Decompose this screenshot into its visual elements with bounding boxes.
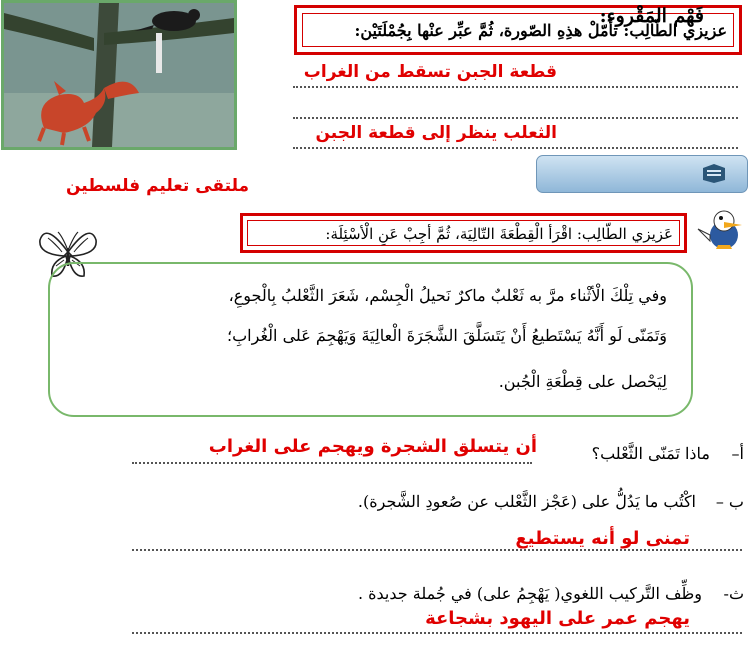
passage-line-2: وَتَمَنّى لَو أَنَّهُ يَسْتَطيعُ أَنْ يَتَسَلَّقَ الشَّجَرَةَ الْعالِيَةَ وَيَهْجِمَ عَلى الْغُرابِ؛: [227, 326, 667, 345]
duck-mascot-icon: [694, 205, 746, 257]
question-2-text: اكْتُب ما يَدُلُّ على (عَجْز الثَّعْلب عن صُعودِ الشَّجرة).: [357, 492, 696, 511]
instruction-box-2: [240, 213, 687, 253]
question-1-answer: أن يتسلق الشجرة ويهجم على الغراب: [208, 436, 537, 457]
answer-line-3: [293, 147, 738, 149]
question-2-answer: تمنى لو أنه يستطيع: [515, 528, 690, 549]
answer-1: قطعة الجبن تسقط من الغراب: [303, 62, 557, 82]
passage-line-1: وفي تِلْكَ الْأثْناء مرَّ به ثَعْلبٌ ماكرٌ نَحيلُ الْجِسْم، شَعَرَ الثَّعْلبُ بِالْجوعِ،: [228, 286, 667, 305]
section-title: فَهْم المَقْروء:: [599, 5, 704, 27]
question-1-answer-line: [132, 462, 532, 464]
answer-2: الثعلب ينظر إلى قطعة الجبن: [315, 123, 557, 143]
question-1-label: أ–: [731, 444, 744, 463]
watermark-text: ملتقى تعليم فلسطين: [66, 176, 250, 196]
question-2-answer-line: [132, 549, 742, 551]
question-2-label: ب –: [715, 492, 744, 511]
instruction-text-2: عَزيزي الطّالِب: اقْرَأ الْقِطْعَةَ التّالِيَة، ثُمَّ أجِبْ عَنِ الْأسْئِلَة:: [247, 220, 680, 246]
passage-line-3: لِيَحْصل على قِطْعَةِ الْجُبن.: [498, 372, 667, 391]
question-3-label: ث-: [723, 584, 744, 603]
illustration-fox-crow: [1, 0, 237, 150]
question-3-answer-line: [132, 632, 742, 634]
question-3-text: وظِّف التَّركيب اللغوي( يَهْجِمُ على) في جُملة جديدة .: [357, 584, 702, 603]
answer-line-1: [293, 86, 738, 88]
answer-line-2: [293, 117, 738, 119]
instruction-text-1: عزيزي الطّالِب: تأمّلْ هذِهِ الصّورة، ثُمَّ عبِّر عنْها بِجُمْلَتَيْن:: [302, 13, 734, 47]
question-3-answer: يهجم عمر على اليهود بشجاعة: [425, 608, 690, 629]
book-icon: [701, 162, 727, 188]
question-1-text: ماذا تَمَنّى الثَّعْلب؟: [591, 444, 710, 463]
